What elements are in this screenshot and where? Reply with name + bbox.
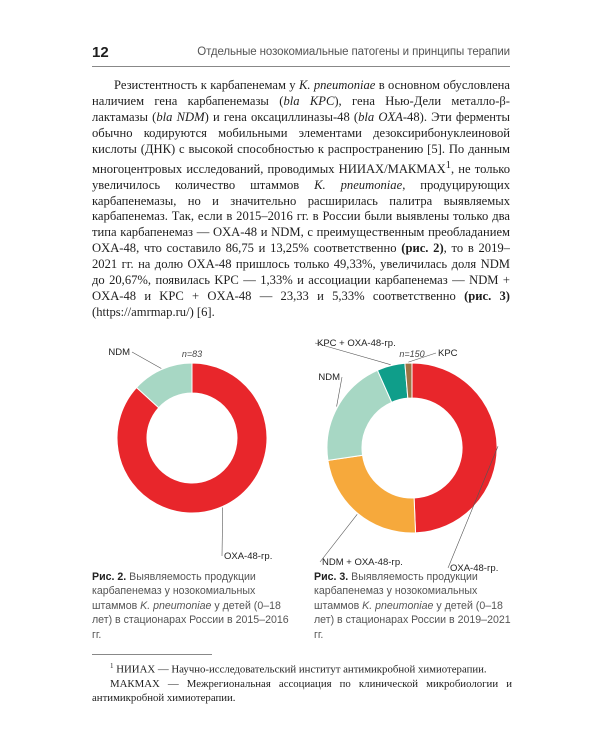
footnote-rule (92, 654, 212, 655)
caption-text: у детей (0–18 лет) в стационарах России в 2019–2021 гг. (314, 599, 511, 641)
slice-label: NDM (108, 347, 130, 358)
slice-label: KPC (438, 348, 458, 359)
donut-slice (328, 455, 416, 533)
slice-label: NDM (318, 372, 340, 383)
page-header (92, 44, 510, 64)
body-text: , не только увеличилось количество штаммов (92, 161, 511, 192)
caption-label: Рис. 3. (314, 571, 349, 583)
figure-ref: (рис. 3) (464, 288, 511, 303)
footnote-makmah: МАКМАХ — Межрегиональная ассоциация по клинической микробиологии и антимикробной химиотерапии. (92, 677, 512, 704)
page-number: 12 (92, 44, 109, 61)
sample-size-label: n=83 (181, 349, 203, 359)
species-name: K. pneumoniae (298, 78, 376, 92)
body-paragraph (92, 78, 510, 321)
donut-slice (412, 363, 497, 533)
footnote-mark: 1 (110, 662, 114, 670)
slice-label: NDM + OXA-48-гр. (322, 557, 403, 568)
gene-name: bla NDM (156, 109, 205, 124)
footnotes (92, 659, 512, 705)
sample-size-label: n=150 (399, 349, 425, 359)
body-text: , продуцирующих карбапенемазы, но и значительно расширилась палитра выявляемых карбапенемаз. Так, если в 2015–2016 гг. в России были выявлены только два типа карбапенемаз — OXA-48 и NDM, с преимущественным преобладанием OXA-48, что составило 86,75 и 13,25% соответственно (92, 177, 510, 256)
caption-species: K. pneumoniae (362, 599, 434, 612)
figure-2 (92, 328, 302, 568)
body-text: ), гена Нью-Дели металло-β-лактамазы ( (92, 93, 510, 124)
figure-3-caption (314, 570, 514, 642)
footnote-niiah (92, 659, 512, 677)
figure-2-caption (92, 570, 292, 642)
footnote-ref: 1 (445, 159, 451, 171)
leader-line (222, 508, 223, 557)
header-rule (92, 66, 510, 67)
running-title: Отдельные нозокомиальные патогены и принципы терапии (197, 46, 510, 58)
caption-text: Выявляемость продукции карбапенемаз у нозокомиальных штаммов (92, 571, 256, 612)
donut-chart-fig2 (92, 328, 302, 568)
species-name: K. pneumoniae (314, 177, 403, 192)
slice-label: KPC + OXA-48-гр. (317, 338, 396, 349)
slice-label: OXA-48-гр. (450, 563, 499, 574)
body-text: в основном обусловлена наличием гена карбапенемазы ( (92, 78, 510, 108)
caption-label: Рис. 2. (92, 571, 127, 583)
body-text: -48). Эти ферменты обычно кодируются мобильными элементами дезоксирибонуклеиновой кислоты (ДНК) с высокой способностью к распространению [5]. По данным многоцентровых исследований, проводимых НИИАХ/МАКМАХ (92, 109, 511, 176)
footnote-text: НИИАХ — Научно-исследовательский институт антимикробной химиотерапии. (113, 663, 487, 676)
donut-chart-fig3 (300, 318, 530, 574)
figure-3 (300, 318, 530, 574)
caption-text: у детей (0–18 лет) в стационарах России в 2015–2016 гг. (92, 599, 289, 641)
caption-species: K. pneumoniae (140, 599, 212, 612)
figure-ref: (рис. 2) (401, 241, 444, 256)
leader-line (132, 352, 161, 369)
gene-name: bla OXA (358, 109, 403, 124)
leader-line (320, 514, 357, 562)
body-text: , то в 2019–2021 гг. на долю OXA-48 пришлось только 49,33%, увеличилась доля NDM до 20,67%, появилась KPC — 1,33% и ассоциации карбапенемаз — NDM + OXA-48 и KPC + OXA-48 — 23,33 и 5,33% соответственно (92, 241, 510, 303)
donut-slice (327, 370, 392, 460)
caption-text: Выявляемость продукции карбапенемаз у нозокомиальных штаммов (314, 571, 478, 612)
body-text: ) и гена оксациллиназы-48 ( (204, 109, 359, 124)
body-text: Резистентность к карбапенемам у (114, 78, 299, 92)
slice-label: OXA-48-гр. (224, 551, 273, 562)
gene-name: bla KPC (283, 93, 335, 108)
body-text: (https://amrmap.ru/) [6]. (92, 304, 215, 319)
